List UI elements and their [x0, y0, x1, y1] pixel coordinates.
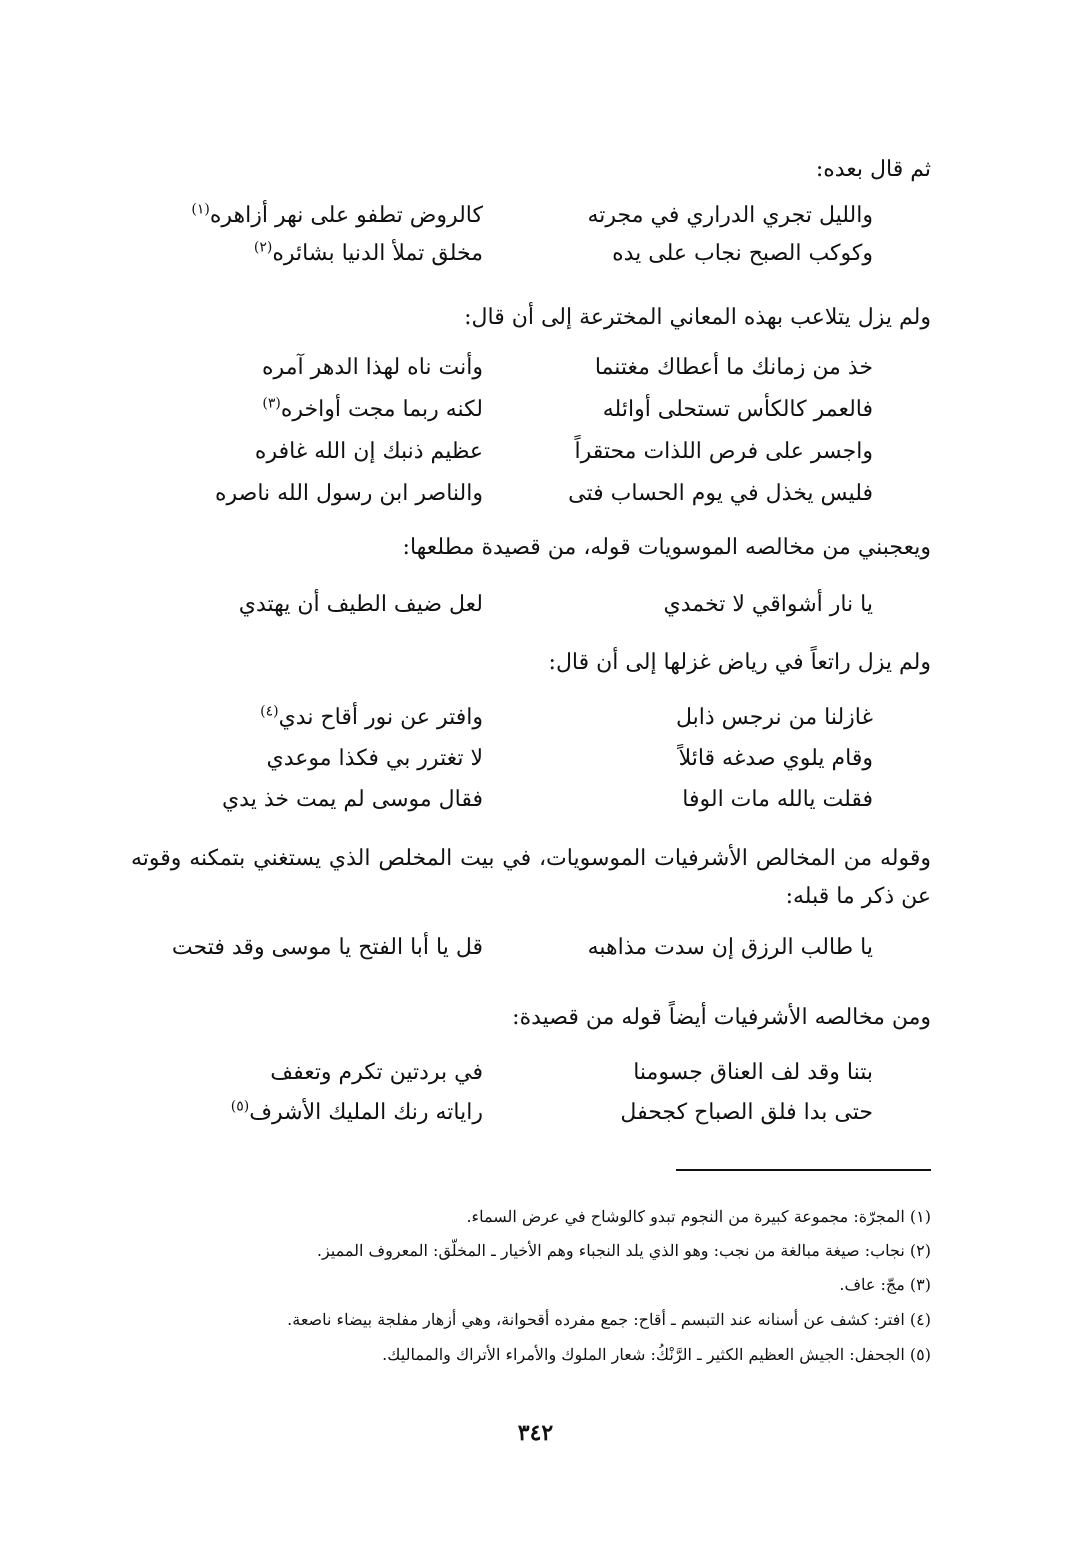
hemistich-text: لعل ضيف الطيف أن يهتدي	[238, 592, 483, 617]
hemistich-text: راياته رنك المليك الأشرف	[249, 1100, 483, 1125]
footnote: (٤) افتر: كشف عن أسنانه عند التبسم ـ أقاح: جمع مفرده أقحوانة، وهي أزهار مفلجة بيضاء ناصعة.	[287, 1310, 931, 1329]
verse-second-hemistich	[153, 587, 483, 623]
hemistich-text: وافتر عن نور أقاح ندي	[278, 705, 483, 730]
verse-line	[153, 236, 873, 272]
verse-line	[153, 392, 873, 428]
verse-first-hemistich: فالعمر كالكأس تستحلى أوائله	[602, 397, 873, 422]
intro-text: ولم يزل راتعاً في رياض غزلها إلى أن قال:	[548, 650, 931, 675]
verse-first-hemistich: يا طالب الرزق إن سدت مذاهبه	[587, 935, 873, 960]
hemistich-text: لا تغترر بي فكذا موعدي	[266, 746, 483, 771]
footnote: (١) المجرّة: مجموعة كبيرة من النجوم تبدو كالوشاح في عرض السماء.	[466, 1207, 931, 1226]
verse-line	[153, 350, 873, 386]
footnote-marker: (٥)	[230, 1098, 250, 1115]
intro-text: ولم يزل يتلاعب بهذه المعاني المخترعة إلى أن قال:	[464, 305, 931, 330]
footnote: (٣) مجّ: عاف.	[839, 1275, 931, 1294]
verse-second-hemistich	[153, 1055, 483, 1091]
page-number: ٣٤٢	[517, 1420, 554, 1446]
verse-first-hemistich: بتنا وقد لف العناق جسومنا	[633, 1060, 873, 1085]
verse-first-hemistich: خذ من زمانك ما أعطاك مغتنما	[594, 355, 873, 380]
verse-line	[153, 587, 873, 623]
verse-line	[153, 700, 873, 736]
verse-first-hemistich: يا نار أشواقي لا تخمدي	[663, 592, 873, 617]
footnote-divider	[676, 1169, 931, 1171]
verse-second-hemistich	[153, 741, 483, 777]
verse-first-hemistich: والليل تجري الدراري في مجرته	[587, 203, 873, 228]
verse-line	[153, 198, 873, 234]
intro-text: ثم قال بعده:	[815, 157, 931, 182]
footnote-marker: (٤)	[260, 703, 279, 720]
verse-first-hemistich: واجسر على فرص اللذات محتقراً	[574, 439, 873, 464]
hemistich-text: في بردتين تكرم وتعفف	[270, 1060, 483, 1085]
verse-line	[153, 782, 873, 818]
verse-second-hemistich	[153, 392, 483, 428]
verse-first-hemistich: فليس يخذل في يوم الحساب فتى	[568, 481, 873, 506]
hemistich-text: والناصر ابن رسول الله ناصره	[214, 481, 483, 506]
hemistich-text: فقال موسى لم يمت خذ يدي	[221, 787, 483, 812]
hemistich-text: وأنت ناه لهذا الدهر آمره	[262, 355, 483, 380]
hemistich-text: قل يا أبا الفتح يا موسى وقد فتحت	[171, 935, 483, 960]
verse-first-hemistich: وكوكب الصبح نجاب على يده	[612, 241, 873, 266]
verse-second-hemistich	[153, 476, 483, 512]
verse-line	[153, 930, 873, 966]
verse-second-hemistich	[153, 236, 483, 272]
verse-first-hemistich: غازلنا من نرجس ذابل	[676, 705, 873, 730]
hemistich-text: مخلق تملأ الدنيا بشائره	[272, 241, 483, 266]
verse-first-hemistich: فقلت يالله مات الوفا	[682, 787, 873, 812]
verse-line	[153, 741, 873, 777]
footnote-marker: (٣)	[262, 395, 281, 412]
intro-text: وقوله من المخالص الأشرفيات الموسويات، في بيت المخلص الذي يستغني بتمكنه وقوته عن ذكر ما قبله:	[131, 846, 931, 909]
verse-second-hemistich	[153, 434, 483, 470]
verse-second-hemistich	[153, 1095, 483, 1131]
verse-second-hemistich	[153, 930, 483, 966]
verse-line	[153, 1055, 873, 1091]
verse-second-hemistich	[153, 782, 483, 818]
verse-second-hemistich	[153, 700, 483, 736]
verse-line	[153, 434, 873, 470]
verse-line	[153, 476, 873, 512]
verse-second-hemistich	[153, 350, 483, 386]
footnote-marker: (١)	[191, 201, 210, 218]
footnote: (٢) نجاب: صيغة مبالغة من نجب: وهو الذي يلد النجباء وهم الأخيار ـ المخلّق: المعروف المميز.	[316, 1241, 931, 1260]
intro-text: ويعجبني من مخالصه الموسويات قوله، من قصيدة مطلعها:	[402, 535, 931, 560]
hemistich-text: كالروض تطفو على نهر أزاهره	[209, 203, 483, 228]
hemistich-text: لكنه ربما مجت أواخره	[280, 397, 483, 422]
footnote-marker: (٢)	[253, 239, 273, 256]
verse-first-hemistich: وقام يلوي صدغه قائلاً	[678, 746, 873, 771]
footnote: (٥) الجحفل: الجيش العظيم الكثير ـ الرَّنْكُ: شعار الملوك والأمراء الأتراك والمماليك.	[382, 1345, 931, 1364]
verse-second-hemistich	[153, 198, 483, 234]
verse-line	[153, 1095, 873, 1131]
intro-text: ومن مخالصه الأشرفيات أيضاً قوله من قصيدة:	[512, 1005, 931, 1030]
verse-first-hemistich: حتى بدا فلق الصباح كجحفل	[620, 1100, 873, 1125]
hemistich-text: عظيم ذنبك إن الله غافره	[254, 439, 483, 464]
